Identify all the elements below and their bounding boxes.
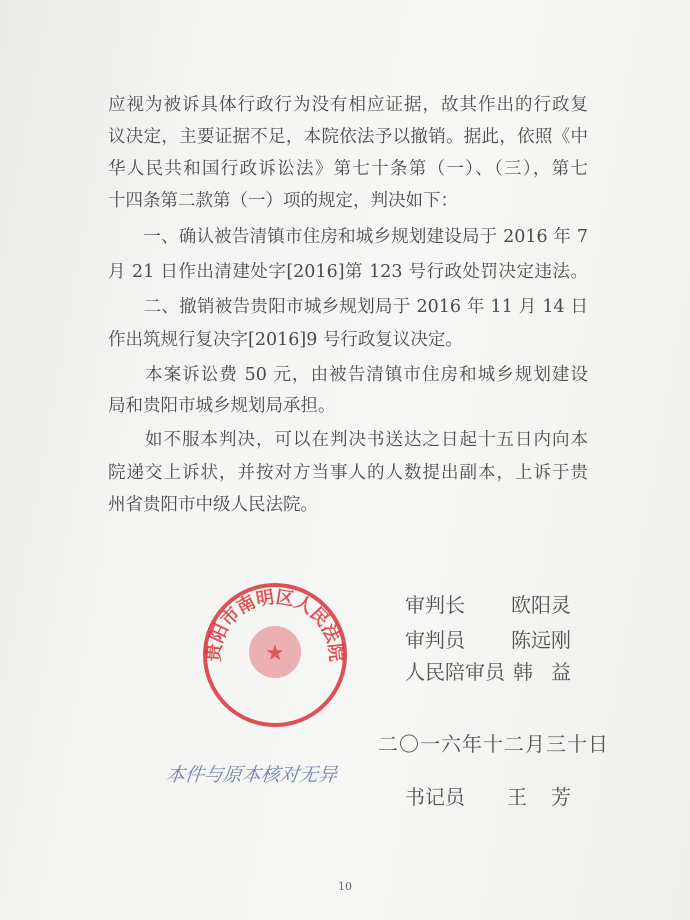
body-line: 州省贵阳市中级人民法院。	[108, 495, 318, 515]
body-line: 应视为被诉具体行政行为没有相应证据，故其作出的行政复	[108, 95, 588, 115]
signature-name: 陈远刚	[511, 628, 571, 652]
body-line: 二、撤销被告贵阳市城乡规划局于 2016 年 11 月 14 日	[108, 297, 588, 317]
body-line: 议决定，主要证据不足，本院依法予以撤销。据此，依照《中	[108, 127, 588, 147]
body-line: 本案诉讼费 50 元，由被告清镇市住房和城乡规划建设	[108, 365, 588, 385]
signature-presiding-judge	[405, 591, 571, 619]
judgment-date: 二〇一六年十二月三十日	[378, 732, 609, 756]
signature-role: 审判员	[405, 628, 465, 652]
signature-role: 人民陪审员	[405, 660, 505, 684]
signature-name: 王芳	[507, 785, 595, 809]
signature-juror	[405, 658, 589, 686]
signature-name: 欧阳灵	[511, 593, 571, 617]
body-line: 一、确认被告清镇市住房和城乡规划建设局于 2016 年 7	[108, 227, 588, 247]
body-line: 院递交上诉状，并按对方当事人的人数提出副本，上诉于贵	[108, 463, 588, 483]
body-line: 十四条第二款第（一）项的规定，判决如下：	[108, 191, 458, 211]
signature-clerk	[405, 783, 595, 811]
signature-name: 韩益	[513, 660, 589, 684]
body-line: 如不服本判决，可以在判决书送达之日起十五日内向本	[108, 430, 588, 450]
body-line: 作出筑规行复决字[2016]9 号行政复议决定。	[108, 330, 463, 350]
svg-text:★: ★	[265, 641, 285, 666]
court-seal	[200, 580, 350, 730]
certification-stamp: 本件与原本核对无异	[164, 764, 339, 786]
page-number: 10	[338, 880, 352, 893]
signature-role: 审判长	[405, 593, 465, 617]
body-line: 华人民共和国行政诉讼法》第七十条第（一）、（三），第七	[108, 159, 588, 179]
svg-text:贵阳市南明区人民法院: 贵阳市南明区人民法院	[203, 586, 347, 663]
body-line: 月 21 日作出清建处字[2016]第 123 号行政处罚决定违法。	[108, 262, 588, 282]
body-line: 局和贵阳市城乡规划局承担。	[108, 396, 336, 416]
signature-judge	[405, 626, 571, 654]
signature-role: 书记员	[405, 785, 465, 809]
